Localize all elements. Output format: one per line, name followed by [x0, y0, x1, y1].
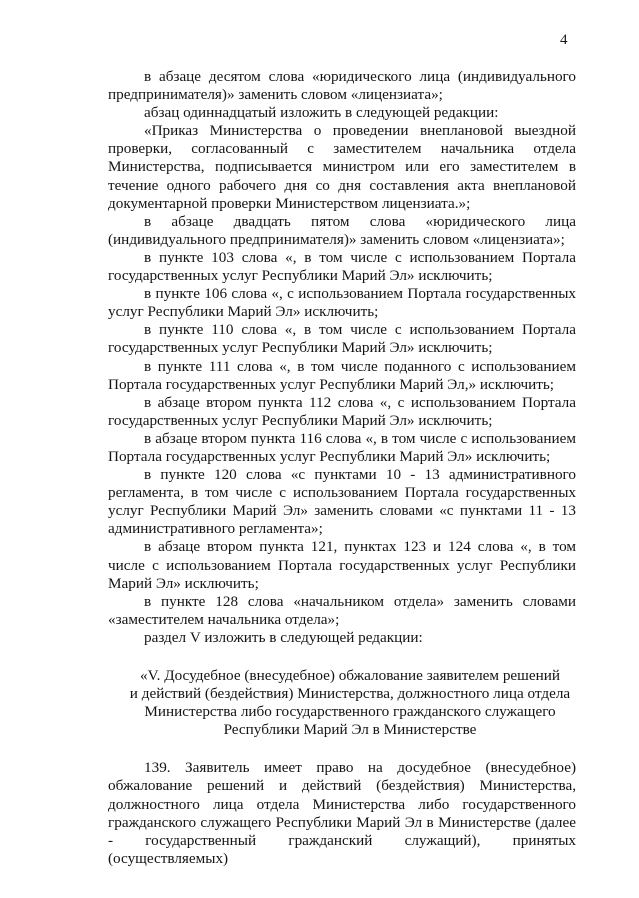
amendment-paragraph: в пункте 103 слова «, в том числе с использованием Портала государственных услуг Республики Марий Эл» исключить; [108, 248, 576, 285]
amendment-paragraph: в абзаце десятом слова «юридического лица (индивидуального предпринимателя)» заменить словом «лицензиата»; [108, 68, 576, 104]
amendment-paragraph: в пункте 128 слова «начальником отдела» заменить словами «заместителем начальника отдела»; [108, 592, 576, 628]
amendment-paragraph: в пункте 111 слова «, в том числе поданного с использованием Портала государственных услуг Республики Марий Эл,» исключить; [108, 357, 576, 393]
page-number: 4 [560, 32, 568, 48]
amendment-paragraph: в пункте 106 слова «, с использованием Портала государственных услуг Республики Марий Эл» исключить; [108, 285, 576, 321]
section-heading [124, 667, 576, 739]
section-paragraph: 139. Заявитель имеет право на досудебное (внесудебное) обжалование решений и действий (бездействия) Министерства, должностного лица отдела Министерства либо государственного гражданского служащего Республики Марий Эл в Министерстве (далее - государственный гражданский служащий), принятых (осуществляемых) [108, 759, 576, 867]
section-heading-line: Министерства либо государственного гражданского служащего [144, 703, 556, 721]
section-heading-line: и действий (бездействия) Министерства, должностного лица отдела [129, 685, 571, 703]
document-body [108, 68, 576, 868]
amendment-paragraph: в абзаце двадцать пятом слова «юридического лица (индивидуального предпринимателя)» заменить словом «лицензиата»; [108, 212, 576, 248]
amendment-paragraph: абзац одиннадцатый изложить в следующей редакции: [144, 104, 499, 122]
section-heading-line: «V. Досудебное (внесудебное) обжалование заявителем решений [140, 667, 560, 684]
section-heading-line: Республики Марий Эл в Министерстве [223, 721, 477, 739]
amendment-paragraph: раздел V изложить в следующей редакции: [144, 628, 423, 646]
amendment-paragraph: в пункте 120 слова «с пунктами 10 - 13 административного регламента, в том числе с использованием Портала государственных услуг Республики Марий Эл» заменить словами «с пунктами 11 - 13 административного регламента»; [108, 466, 576, 538]
amendment-paragraph: в пункте 110 слова «, в том числе с использованием Портала государственных услуг Республики Марий Эл» исключить; [108, 321, 576, 357]
amendment-paragraph: в абзаце втором пункта 116 слова «, в том числе с использованием Портала государственных услуг Республики Марий Эл» исключить; [108, 429, 576, 465]
amendment-paragraph: «Приказ Министерства о проведении внеплановой выездной проверки, согласованный с заместителем начальника отдела Министерства, подписывается министром или его заместителем в течение одного рабочего дня со дня составления акта внеплановой документарной проверки Министерством лицензиата.»; [108, 122, 576, 212]
amendment-paragraph: в абзаце втором пункта 112 слова «, с использованием Портала государственных услуг Республики Марий Эл» исключить; [108, 393, 576, 429]
amendment-paragraph: в абзаце втором пункта 121, пунктах 123 и 124 слова «, в том числе с использованием Портала государственных услуг Республики Марий Эл» исключить; [108, 538, 576, 592]
